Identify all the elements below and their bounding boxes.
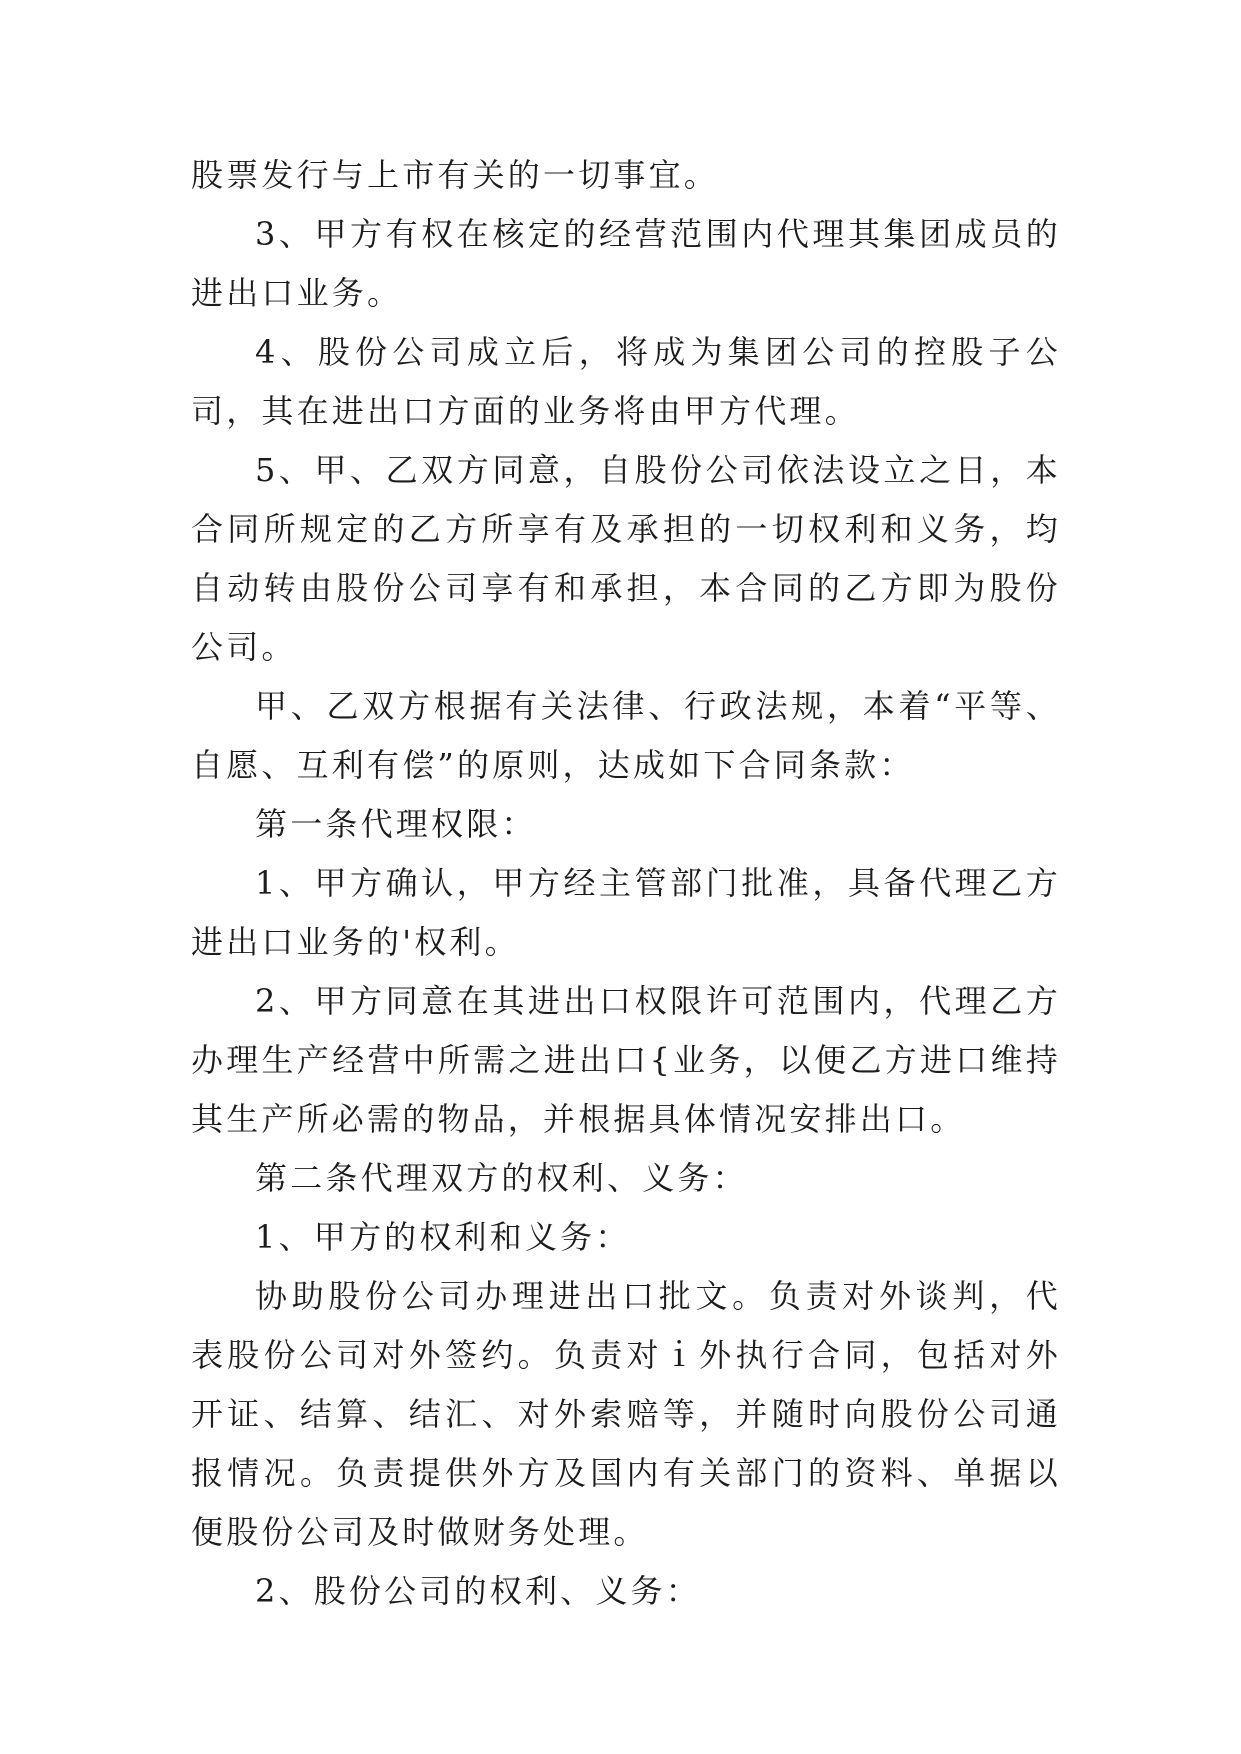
paragraph: 协助股份公司办理进出口批文。负责对外谈判，代表股份公司对外签约。负责对ｉ外执行合同，包括对外开证、结算、结汇、对外索赔等，并随时向股份公司通报情况。负责提供外方及国内有关部门的资料、单据以便股份公司及时做财务处理。 — [191, 1277, 1061, 1551]
section-heading: 第二条代理双方的权利、义务： — [255, 1159, 748, 1197]
paragraph: 3、甲方有权在核定的经营范围内代理其集团成员的进出口业务。 — [191, 215, 1061, 312]
paragraph: 股票发行与上市有关的一切事宜。 — [191, 156, 720, 194]
paragraph: 4、股份公司成立后，将成为集团公司的控股子公司，其在进出口方面的业务将由甲方代理。 — [191, 333, 1061, 430]
paragraph: 甲、乙双方根据有关法律、行政法规，本着“平等、自愿、互利有偿”的原则，达成如下合同条款： — [191, 687, 1061, 784]
subsection-heading: 2、股份公司的权利、义务： — [255, 1572, 701, 1610]
document-body — [191, 146, 1061, 1621]
paragraph: 5、甲、乙双方同意，自股份公司依法设立之日，本合同所规定的乙方所享有及承担的一切权利和义务，均自动转由股份公司享有和承担，本合同的乙方即为股份公司。 — [191, 451, 1061, 666]
paragraph: 1、甲方确认，甲方经主管部门批准，具备代理乙方进出口业务的'权利。 — [191, 864, 1061, 961]
subsection-heading: 1、甲方的权利和义务： — [255, 1218, 631, 1256]
section-heading: 第一条代理权限： — [255, 805, 537, 843]
paragraph: 2、甲方同意在其进出口权限许可范围内，代理乙方办理生产经营中所需之进出口{业务，以便乙方进口维持其生产所必需的物品，并根据具体情况安排出口。 — [191, 982, 1061, 1138]
